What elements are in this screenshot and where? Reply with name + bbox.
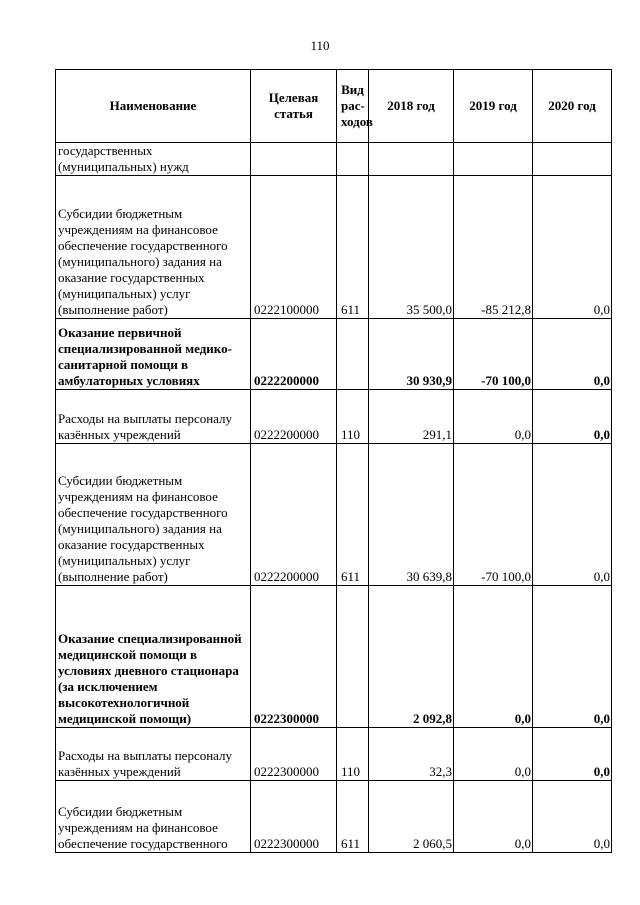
page-number: 110 bbox=[310, 38, 330, 53]
row-2020: 0,0 bbox=[533, 319, 612, 390]
row-2018: 30 639,8 bbox=[369, 444, 454, 586]
row-2020 bbox=[533, 143, 612, 176]
row-type: 611 bbox=[337, 781, 369, 853]
row-name: Оказание специализированной медицинской помощи в условиях дневного стационара (за исключением высокотехнологичной медицинской помощи) bbox=[56, 586, 251, 728]
table-row bbox=[56, 586, 612, 728]
header-target: Целевая статья bbox=[251, 70, 337, 143]
row-2019: 0,0 bbox=[454, 390, 533, 444]
row-2019 bbox=[454, 143, 533, 176]
row-type: 110 bbox=[337, 728, 369, 781]
budget-table bbox=[55, 69, 612, 853]
row-name: Расходы на выплаты персоналу казённых учреждений bbox=[56, 728, 251, 781]
header-2020: 2020 год bbox=[533, 70, 612, 143]
row-2018: 35 500,0 bbox=[369, 176, 454, 319]
row-type bbox=[337, 586, 369, 728]
row-2019: 0,0 bbox=[454, 781, 533, 853]
header-type: Вид рас-ходов bbox=[337, 70, 369, 143]
row-2019: 0,0 bbox=[454, 728, 533, 781]
row-name: Субсидии бюджетным учреждениям на финансовое обеспечение государственного bbox=[56, 781, 251, 853]
header-name: Наименование bbox=[56, 70, 251, 143]
row-type bbox=[337, 143, 369, 176]
row-code bbox=[251, 143, 337, 176]
row-2018: 291,1 bbox=[369, 390, 454, 444]
row-2018: 2 092,8 bbox=[369, 586, 454, 728]
row-2019: -70 100,0 bbox=[454, 319, 533, 390]
header-2019: 2019 год bbox=[454, 70, 533, 143]
row-2020: 0,0 bbox=[533, 390, 612, 444]
row-2018: 30 930,9 bbox=[369, 319, 454, 390]
table-row bbox=[56, 444, 612, 586]
row-2020: 0,0 bbox=[533, 781, 612, 853]
row-code: 0222200000 bbox=[251, 444, 337, 586]
table-row bbox=[56, 781, 612, 853]
row-code: 0222300000 bbox=[251, 586, 337, 728]
row-2019: -70 100,0 bbox=[454, 444, 533, 586]
header-row bbox=[56, 70, 612, 143]
row-name: Субсидии бюджетным учреждениям на финансовое обеспечение государственного (муниципального) задания на оказание государственных (муниципальных) услуг (выполнение работ) bbox=[56, 444, 251, 586]
row-code: 0222200000 bbox=[251, 319, 337, 390]
row-code: 0222300000 bbox=[251, 781, 337, 853]
row-type: 110 bbox=[337, 390, 369, 444]
row-2020: 0,0 bbox=[533, 444, 612, 586]
row-name: государственных (муниципальных) нужд bbox=[56, 143, 251, 176]
row-name: Расходы на выплаты персоналу казённых учреждений bbox=[56, 390, 251, 444]
row-type: 611 bbox=[337, 176, 369, 319]
row-name: Субсидии бюджетным учреждениям на финансовое обеспечение государственного (муниципального) задания на оказание государственных (муниципальных) услуг (выполнение работ) bbox=[56, 176, 251, 319]
row-code: 0222300000 bbox=[251, 728, 337, 781]
row-code: 0222100000 bbox=[251, 176, 337, 319]
table-row bbox=[56, 728, 612, 781]
row-2019: 0,0 bbox=[454, 586, 533, 728]
row-code: 0222200000 bbox=[251, 390, 337, 444]
table-row bbox=[56, 319, 612, 390]
row-2018 bbox=[369, 143, 454, 176]
row-type bbox=[337, 319, 369, 390]
row-2019: -85 212,8 bbox=[454, 176, 533, 319]
row-2020: 0,0 bbox=[533, 586, 612, 728]
row-type: 611 bbox=[337, 444, 369, 586]
table-row bbox=[56, 143, 612, 176]
row-2020: 0,0 bbox=[533, 728, 612, 781]
row-2020: 0,0 bbox=[533, 176, 612, 319]
table-row bbox=[56, 176, 612, 319]
header-2018: 2018 год bbox=[369, 70, 454, 143]
row-name: Оказание первичной специализированной медико-санитарной помощи в амбулаторных условиях bbox=[56, 319, 251, 390]
row-2018: 2 060,5 bbox=[369, 781, 454, 853]
table-row bbox=[56, 390, 612, 444]
row-2018: 32,3 bbox=[369, 728, 454, 781]
